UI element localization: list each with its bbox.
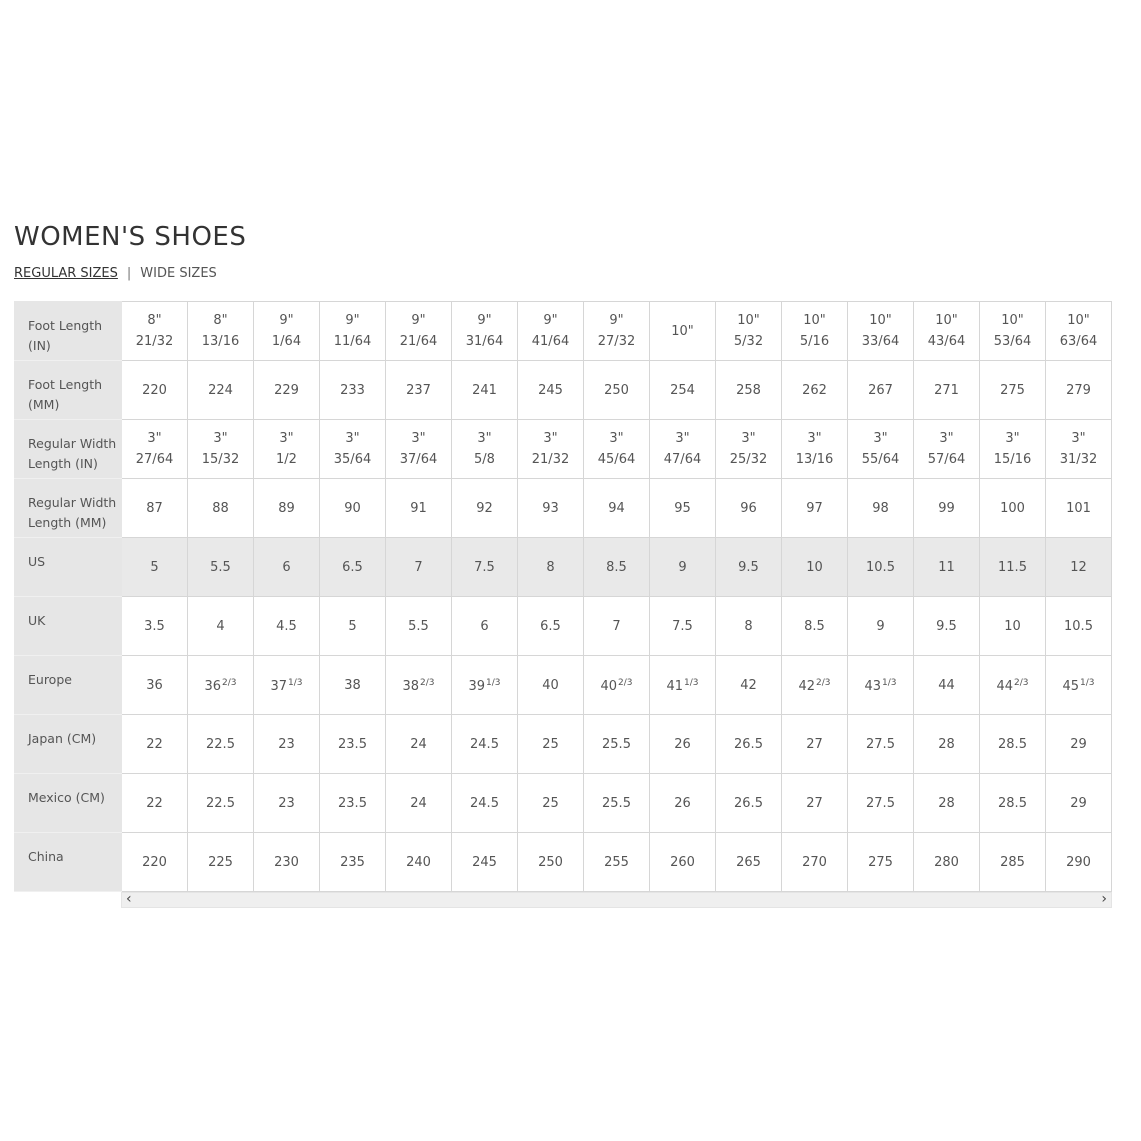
table-cell: 265: [716, 833, 782, 892]
table-cell: 7: [386, 538, 452, 597]
table-cell: 12: [1046, 538, 1112, 597]
table-cell: 4: [188, 597, 254, 656]
table-cell: 233: [320, 361, 386, 420]
table-cell: 11.5: [980, 538, 1046, 597]
chevron-right-icon[interactable]: ›: [1101, 891, 1107, 907]
table-cell: 10: [980, 597, 1046, 656]
cell-line: 8": [147, 313, 162, 328]
cell-whole: 38: [402, 679, 420, 694]
table-cell: 254: [650, 361, 716, 420]
table-cell: [188, 302, 254, 361]
table-cell: 25.5: [584, 715, 650, 774]
table-cell: 24: [386, 715, 452, 774]
table-cell: [782, 656, 848, 715]
table-cell: 279: [1046, 361, 1112, 420]
table-cell: 25.5: [584, 774, 650, 833]
cell-line: 9": [411, 313, 426, 328]
table-cell: 275: [980, 361, 1046, 420]
table-cell: 9: [650, 538, 716, 597]
table-row: [15, 420, 1112, 479]
row-header-line: US: [28, 554, 46, 569]
cell-whole: 39: [468, 679, 486, 694]
table-row: [15, 302, 1112, 361]
cell-line: 3": [1071, 431, 1086, 446]
table-cell: [848, 656, 914, 715]
table-cell: 23.5: [320, 715, 386, 774]
horizontal-scrollbar[interactable]: [121, 892, 1112, 908]
table-cell: [518, 302, 584, 361]
cell-line: 3": [411, 431, 426, 446]
table-cell: 95: [650, 479, 716, 538]
cell-whole: 36: [146, 677, 163, 693]
cell-line: 10": [671, 323, 694, 339]
cell-line: 10": [869, 313, 892, 328]
table-cell: 3.5: [122, 597, 188, 656]
tab-wide-sizes[interactable]: WIDE SIZES: [140, 266, 217, 281]
row-header: [15, 774, 122, 833]
cell-whole: 36: [204, 679, 222, 694]
cell-whole: 45: [1062, 679, 1080, 694]
size-table: [14, 301, 1112, 892]
table-cell: 7.5: [452, 538, 518, 597]
table-cell: 7: [584, 597, 650, 656]
cell-line: 55/64: [861, 452, 900, 467]
table-cell: 220: [122, 361, 188, 420]
cell-line: 3": [147, 431, 162, 446]
cell-line: 10": [737, 313, 760, 328]
table-cell: [848, 420, 914, 479]
table-cell: [650, 656, 716, 715]
table-cell: 230: [254, 833, 320, 892]
table-cell: 262: [782, 361, 848, 420]
table-cell: 6: [254, 538, 320, 597]
cell-line: 41/64: [531, 334, 570, 349]
cell-line: 33/64: [861, 334, 900, 349]
table-cell: 96: [716, 479, 782, 538]
row-header-line: Length (MM): [28, 515, 107, 530]
table-row: [15, 715, 1112, 774]
cell-line: 31/32: [1059, 452, 1098, 467]
table-cell: 26: [650, 774, 716, 833]
cell-line: 1/64: [271, 334, 302, 349]
cell-line: 3": [873, 431, 888, 446]
table-cell: 6.5: [320, 538, 386, 597]
cell-whole: 43: [864, 679, 882, 694]
row-header-line: Japan (CM): [28, 731, 97, 746]
table-cell: 28.5: [980, 774, 1046, 833]
cell-line: 9": [609, 313, 624, 328]
table-cell: 24.5: [452, 715, 518, 774]
table-cell: 29: [1046, 715, 1112, 774]
tab-regular-sizes[interactable]: REGULAR SIZES: [14, 266, 118, 281]
size-tabs: [14, 266, 217, 281]
table-row: [15, 538, 1112, 597]
table-cell: 245: [518, 361, 584, 420]
row-header: [15, 479, 122, 538]
table-cell: 258: [716, 361, 782, 420]
cell-whole: 38: [344, 677, 361, 693]
cell-whole: 40: [542, 677, 559, 693]
table-cell: 23: [254, 774, 320, 833]
table-row: [15, 833, 1112, 892]
cell-line: 9": [543, 313, 558, 328]
table-cell: [914, 656, 980, 715]
table-cell: 8.5: [782, 597, 848, 656]
table-cell: [386, 302, 452, 361]
table-cell: 90: [320, 479, 386, 538]
cell-fraction: 1/3: [684, 678, 699, 688]
cell-whole: 40: [600, 679, 618, 694]
table-cell: 8: [716, 597, 782, 656]
cell-whole: 44: [996, 679, 1014, 694]
cell-line: 11/64: [333, 334, 372, 349]
cell-fraction: 1/3: [486, 678, 501, 688]
cell-fraction: 1/3: [1080, 678, 1095, 688]
row-header-line: Length (IN): [28, 456, 98, 471]
cell-line: 3": [213, 431, 228, 446]
row-header: [15, 302, 122, 361]
cell-line: 43/64: [927, 334, 966, 349]
table-cell: 5.5: [386, 597, 452, 656]
table-cell: 280: [914, 833, 980, 892]
table-cell: 24.5: [452, 774, 518, 833]
table-cell: 28: [914, 715, 980, 774]
table-cell: [716, 302, 782, 361]
cell-line: 3": [1005, 431, 1020, 446]
table-cell: [386, 420, 452, 479]
table-cell: 7.5: [650, 597, 716, 656]
table-cell: 229: [254, 361, 320, 420]
table-cell: [584, 420, 650, 479]
table-cell: 290: [1046, 833, 1112, 892]
cell-line: 57/64: [927, 452, 966, 467]
table-cell: 22.5: [188, 774, 254, 833]
cell-whole: 41: [666, 679, 684, 694]
cell-line: 15/16: [993, 452, 1032, 467]
table-cell: [980, 656, 1046, 715]
table-cell: [1046, 420, 1112, 479]
table-cell: [122, 656, 188, 715]
table-cell: [452, 302, 518, 361]
table-cell: 237: [386, 361, 452, 420]
table-cell: 22.5: [188, 715, 254, 774]
table-cell: 27.5: [848, 715, 914, 774]
table-cell: 5.5: [188, 538, 254, 597]
cell-line: 21/64: [399, 334, 438, 349]
table-cell: [650, 420, 716, 479]
cell-whole: 44: [938, 677, 955, 693]
cell-line: 3": [279, 431, 294, 446]
table-cell: 97: [782, 479, 848, 538]
row-header-line: China: [28, 849, 64, 864]
cell-line: 37/64: [399, 452, 438, 467]
table-cell: 29: [1046, 774, 1112, 833]
cell-fraction: 2/3: [1014, 678, 1029, 688]
cell-line: 10": [803, 313, 826, 328]
page-title: WOMEN'S SHOES: [14, 222, 247, 252]
table-cell: 271: [914, 361, 980, 420]
cell-whole: 42: [740, 677, 757, 693]
row-header-line: Foot Length: [28, 377, 103, 392]
row-header-line: (MM): [28, 397, 60, 412]
table-cell: 23: [254, 715, 320, 774]
table-cell: 23.5: [320, 774, 386, 833]
table-row: [15, 479, 1112, 538]
cell-fraction: 2/3: [618, 678, 633, 688]
cell-line: 9": [345, 313, 360, 328]
table-cell: 10.5: [848, 538, 914, 597]
table-cell: 89: [254, 479, 320, 538]
row-header: [15, 420, 122, 479]
row-header: [15, 715, 122, 774]
table-cell: 260: [650, 833, 716, 892]
table-cell: [980, 302, 1046, 361]
cell-line: 13/16: [201, 334, 240, 349]
table-cell: 6.5: [518, 597, 584, 656]
cell-fraction: 2/3: [222, 678, 237, 688]
table-cell: [518, 656, 584, 715]
cell-line: 25/32: [729, 452, 768, 467]
table-cell: 9.5: [914, 597, 980, 656]
table-cell: [188, 656, 254, 715]
table-cell: 225: [188, 833, 254, 892]
table-cell: 92: [452, 479, 518, 538]
table-cell: [848, 302, 914, 361]
row-header-line: Regular Width: [28, 495, 117, 510]
cell-line: 10": [1001, 313, 1024, 328]
cell-line: 10": [935, 313, 958, 328]
table-cell: 245: [452, 833, 518, 892]
cell-line: 1/2: [276, 452, 297, 467]
table-row: [15, 361, 1112, 420]
row-header-line: Regular Width: [28, 436, 117, 451]
cell-line: 3": [609, 431, 624, 446]
table-cell: 24: [386, 774, 452, 833]
table-cell: 27.5: [848, 774, 914, 833]
table-cell: 8: [518, 538, 584, 597]
table-cell: 91: [386, 479, 452, 538]
table-cell: [122, 302, 188, 361]
table-cell: [584, 302, 650, 361]
table-cell: 235: [320, 833, 386, 892]
table-cell: 27: [782, 774, 848, 833]
cell-line: 35/64: [333, 452, 372, 467]
table-cell: [980, 420, 1046, 479]
cell-whole: 42: [798, 679, 816, 694]
cell-line: 9": [477, 313, 492, 328]
cell-line: 45/64: [597, 452, 636, 467]
cell-line: 3": [345, 431, 360, 446]
table-cell: 98: [848, 479, 914, 538]
table-cell: 101: [1046, 479, 1112, 538]
size-chart: [14, 301, 1112, 908]
table-cell: 9: [848, 597, 914, 656]
table-cell: 22: [122, 774, 188, 833]
table-cell: 22: [122, 715, 188, 774]
table-cell: [782, 420, 848, 479]
table-cell: 8.5: [584, 538, 650, 597]
table-cell: 5: [122, 538, 188, 597]
table-cell: 6: [452, 597, 518, 656]
cell-line: 15/32: [201, 452, 240, 467]
table-cell: 93: [518, 479, 584, 538]
cell-fraction: 2/3: [420, 678, 435, 688]
row-header: [15, 361, 122, 420]
table-cell: 10: [782, 538, 848, 597]
table-cell: 241: [452, 361, 518, 420]
cell-line: 21/32: [135, 334, 174, 349]
table-cell: [122, 420, 188, 479]
row-header-line: Foot Length: [28, 318, 103, 333]
cell-line: 63/64: [1059, 334, 1098, 349]
table-cell: [782, 302, 848, 361]
table-cell: [914, 302, 980, 361]
cell-line: 3": [741, 431, 756, 446]
table-cell: 26: [650, 715, 716, 774]
cell-fraction: 1/3: [288, 678, 303, 688]
table-cell: 250: [518, 833, 584, 892]
table-cell: 94: [584, 479, 650, 538]
table-cell: [188, 420, 254, 479]
cell-whole: 37: [270, 679, 288, 694]
table-cell: 100: [980, 479, 1046, 538]
table-cell: [716, 656, 782, 715]
table-cell: 220: [122, 833, 188, 892]
table-cell: 240: [386, 833, 452, 892]
cell-line: 27/32: [597, 334, 636, 349]
table-cell: [650, 302, 716, 361]
table-cell: 10.5: [1046, 597, 1112, 656]
table-cell: [914, 420, 980, 479]
table-cell: 25: [518, 715, 584, 774]
row-header-line: UK: [28, 613, 46, 628]
table-cell: [452, 420, 518, 479]
row-header-line: (IN): [28, 338, 51, 353]
table-row: [15, 597, 1112, 656]
table-row: [15, 656, 1112, 715]
table-cell: [254, 302, 320, 361]
table-cell: [386, 656, 452, 715]
table-cell: 267: [848, 361, 914, 420]
table-cell: 26.5: [716, 715, 782, 774]
table-cell: 26.5: [716, 774, 782, 833]
cell-line: 9": [279, 313, 294, 328]
table-cell: 28: [914, 774, 980, 833]
table-cell: [254, 656, 320, 715]
table-cell: 87: [122, 479, 188, 538]
table-cell: 27: [782, 715, 848, 774]
table-row: [15, 774, 1112, 833]
cell-fraction: 2/3: [816, 678, 831, 688]
table-cell: 28.5: [980, 715, 1046, 774]
tab-separator: |: [126, 266, 132, 281]
table-cell: 4.5: [254, 597, 320, 656]
row-header: [15, 833, 122, 892]
row-header: [15, 538, 122, 597]
table-cell: 5: [320, 597, 386, 656]
table-cell: 285: [980, 833, 1046, 892]
cell-line: 3": [675, 431, 690, 446]
table-cell: 250: [584, 361, 650, 420]
row-header-line: Europe: [28, 672, 72, 687]
row-header: [15, 656, 122, 715]
table-cell: 88: [188, 479, 254, 538]
cell-line: 21/32: [531, 452, 570, 467]
table-cell: 275: [848, 833, 914, 892]
table-cell: 25: [518, 774, 584, 833]
cell-line: 10": [1067, 313, 1090, 328]
cell-line: 47/64: [663, 452, 702, 467]
cell-line: 5/8: [474, 452, 495, 467]
table-cell: [320, 302, 386, 361]
table-cell: [716, 420, 782, 479]
table-cell: 11: [914, 538, 980, 597]
table-cell: 99: [914, 479, 980, 538]
cell-line: 3": [477, 431, 492, 446]
cell-fraction: 1/3: [882, 678, 897, 688]
table-cell: [1046, 302, 1112, 361]
row-header-line: Mexico (CM): [28, 790, 105, 805]
row-header: [15, 597, 122, 656]
table-cell: [320, 420, 386, 479]
chevron-left-icon[interactable]: ‹: [126, 891, 132, 907]
table-cell: [518, 420, 584, 479]
cell-line: 13/16: [795, 452, 834, 467]
cell-line: 3": [939, 431, 954, 446]
cell-line: 3": [543, 431, 558, 446]
cell-line: 3": [807, 431, 822, 446]
cell-line: 53/64: [993, 334, 1032, 349]
table-cell: 255: [584, 833, 650, 892]
table-cell: [452, 656, 518, 715]
cell-line: 5/32: [733, 334, 764, 349]
cell-line: 27/64: [135, 452, 174, 467]
table-cell: 224: [188, 361, 254, 420]
table-cell: [254, 420, 320, 479]
table-cell: [1046, 656, 1112, 715]
cell-line: 8": [213, 313, 228, 328]
table-cell: 270: [782, 833, 848, 892]
table-cell: [584, 656, 650, 715]
table-cell: 9.5: [716, 538, 782, 597]
cell-line: 5/16: [799, 334, 830, 349]
cell-line: 31/64: [465, 334, 504, 349]
table-cell: [320, 656, 386, 715]
